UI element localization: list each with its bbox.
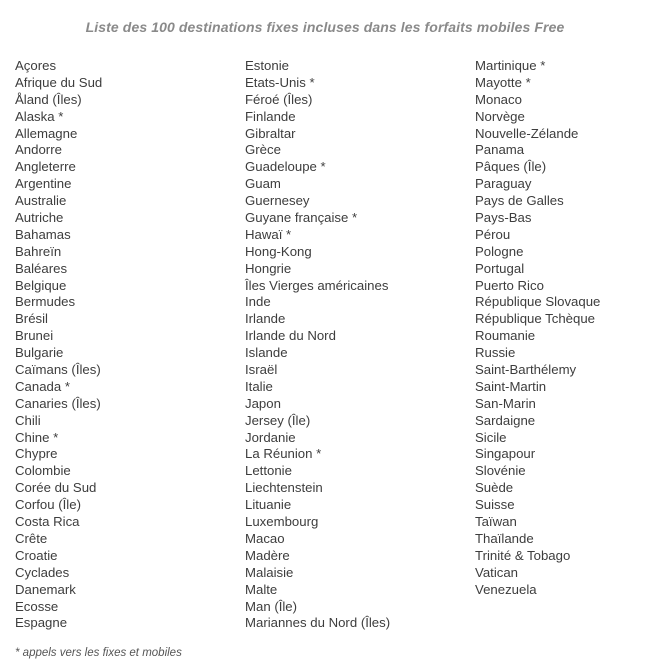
- destination-item: Chili: [15, 412, 41, 428]
- destination-item: Thaïlande: [475, 530, 534, 546]
- destination-item: Costa Rica: [15, 514, 80, 530]
- destination-item: Etats-Unis *: [245, 74, 315, 90]
- destination-item: Suisse: [475, 497, 515, 513]
- destination-item: Canaries (Îles): [15, 395, 101, 411]
- destination-item: Japon: [245, 395, 281, 411]
- footnote: * appels vers les fixes et mobiles: [15, 647, 182, 659]
- destination-item: Mayotte *: [475, 74, 531, 90]
- destination-item: Belgique: [15, 277, 67, 293]
- destination-item: Slovénie: [475, 463, 526, 479]
- destination-item: Hong-Kong: [245, 243, 312, 259]
- destination-item: Mariannes du Nord (Îles): [245, 615, 391, 631]
- destination-item: Afrique du Sud: [15, 74, 103, 90]
- destination-item: Nouvelle-Zélande: [475, 125, 579, 141]
- destination-item: Malaisie: [245, 564, 294, 580]
- destination-item: Jordanie: [245, 429, 296, 445]
- destination-item: Gibraltar: [245, 125, 296, 141]
- destination-item: Venezuela: [475, 581, 537, 597]
- destination-item: Italie: [245, 378, 273, 394]
- destination-item: Alaska *: [15, 108, 64, 124]
- destination-item: Hawaï *: [245, 226, 292, 242]
- destination-item: Lituanie: [245, 497, 292, 513]
- destination-item: Baléares: [15, 260, 68, 276]
- destination-item: Danemark: [15, 581, 76, 597]
- destination-item: Brésil: [15, 311, 48, 327]
- destination-item: Russie: [475, 345, 516, 361]
- destination-item: Sicile: [475, 429, 507, 445]
- destination-item: Panama: [475, 142, 525, 158]
- destination-item: Pays-Bas: [475, 210, 532, 226]
- destination-item: Caïmans (Îles): [15, 362, 101, 378]
- destination-item: Allemagne: [15, 125, 78, 141]
- destination-item: Trinité & Tobago: [475, 547, 571, 563]
- destination-item: Corée du Sud: [15, 480, 97, 496]
- destination-item: Madère: [245, 547, 290, 563]
- destination-item: Espagne: [15, 615, 68, 631]
- destination-item: Roumanie: [475, 328, 536, 344]
- destination-item: Bulgarie: [15, 345, 64, 361]
- destination-item: Bahamas: [15, 226, 71, 242]
- destination-item: Macao: [245, 530, 285, 546]
- destination-item: Finlande: [245, 108, 296, 124]
- destination-item: Andorre: [15, 142, 62, 158]
- destination-item: Norvège: [475, 108, 525, 124]
- destination-item: Singapour: [475, 446, 536, 462]
- destination-item: Bermudes: [15, 294, 76, 310]
- destination-item: Israël: [245, 362, 278, 378]
- destination-item: Paraguay: [475, 176, 532, 192]
- destination-item: Crête: [15, 530, 48, 546]
- destination-item: Irlande: [245, 311, 286, 327]
- destination-item: Cyclades: [15, 564, 70, 580]
- destination-item: République Slovaque: [475, 294, 601, 310]
- destination-item: Argentine: [15, 176, 72, 192]
- destination-item: Portugal: [475, 260, 525, 276]
- destination-item: Man (Île): [245, 598, 298, 614]
- destination-item: Autriche: [15, 210, 64, 226]
- destination-item: Martinique *: [475, 58, 546, 73]
- destination-item: Pérou: [475, 226, 511, 242]
- destination-item: Féroé (Îles): [245, 91, 313, 107]
- destination-item: Chypre: [15, 446, 58, 462]
- destination-item: Sardaigne: [475, 412, 536, 428]
- destination-column-1: [15, 58, 102, 632]
- destination-item: Saint-Martin: [475, 378, 547, 394]
- destination-item: Luxembourg: [245, 514, 319, 530]
- destination-item: Åland (Îles): [15, 91, 82, 107]
- destination-item: Inde: [245, 294, 271, 310]
- destination-item: Guam: [245, 176, 281, 192]
- page-title: Liste des 100 destinations fixes incluses dans les forfaits mobiles Free: [85, 19, 565, 35]
- destination-item: Liechtenstein: [245, 480, 323, 496]
- destination-item: Croatie: [15, 547, 58, 563]
- destination-item: Brunei: [15, 328, 54, 344]
- destination-item: Jersey (Île): [245, 412, 311, 428]
- destination-item: Malte: [245, 581, 278, 597]
- destination-column-2: [245, 58, 390, 632]
- destination-item: Guernesey: [245, 193, 310, 209]
- destination-item: Islande: [245, 345, 288, 361]
- destination-item: San-Marin: [475, 395, 536, 411]
- destination-item: Monaco: [475, 91, 522, 107]
- destination-item: Açores: [15, 58, 57, 73]
- destination-item: Guyane française *: [245, 210, 358, 226]
- destination-item: Estonie: [245, 58, 289, 73]
- destination-item: République Tchèque: [475, 311, 596, 327]
- destination-item: Australie: [15, 193, 67, 209]
- destination-item: Hongrie: [245, 260, 292, 276]
- destination-item: Pologne: [475, 243, 524, 259]
- destination-item: Pays de Galles: [475, 193, 564, 209]
- destination-item: Ecosse: [15, 598, 59, 614]
- destination-item: La Réunion *: [245, 446, 322, 462]
- destination-item: Guadeloupe *: [245, 159, 326, 175]
- destination-item: Saint-Barthélemy: [475, 362, 577, 378]
- destination-column-3: [475, 58, 600, 599]
- destination-item: Suède: [475, 480, 514, 496]
- destination-item: Canada *: [15, 378, 70, 394]
- destination-item: Lettonie: [245, 463, 292, 479]
- destination-item: Puerto Rico: [475, 277, 544, 293]
- destination-item: Chine *: [15, 429, 59, 445]
- destination-item: Bahreïn: [15, 243, 62, 259]
- destination-item: Vatican: [475, 564, 519, 580]
- destination-item: Taïwan: [475, 514, 517, 530]
- destination-item: Pâques (Île): [475, 159, 547, 175]
- destination-item: Corfou (Île): [15, 497, 81, 513]
- destination-item: Irlande du Nord: [245, 328, 336, 344]
- destination-item: Îles Vierges américaines: [245, 277, 389, 293]
- destination-item: Angleterre: [15, 159, 76, 175]
- destination-item: Grèce: [245, 142, 281, 158]
- destination-item: Colombie: [15, 463, 71, 479]
